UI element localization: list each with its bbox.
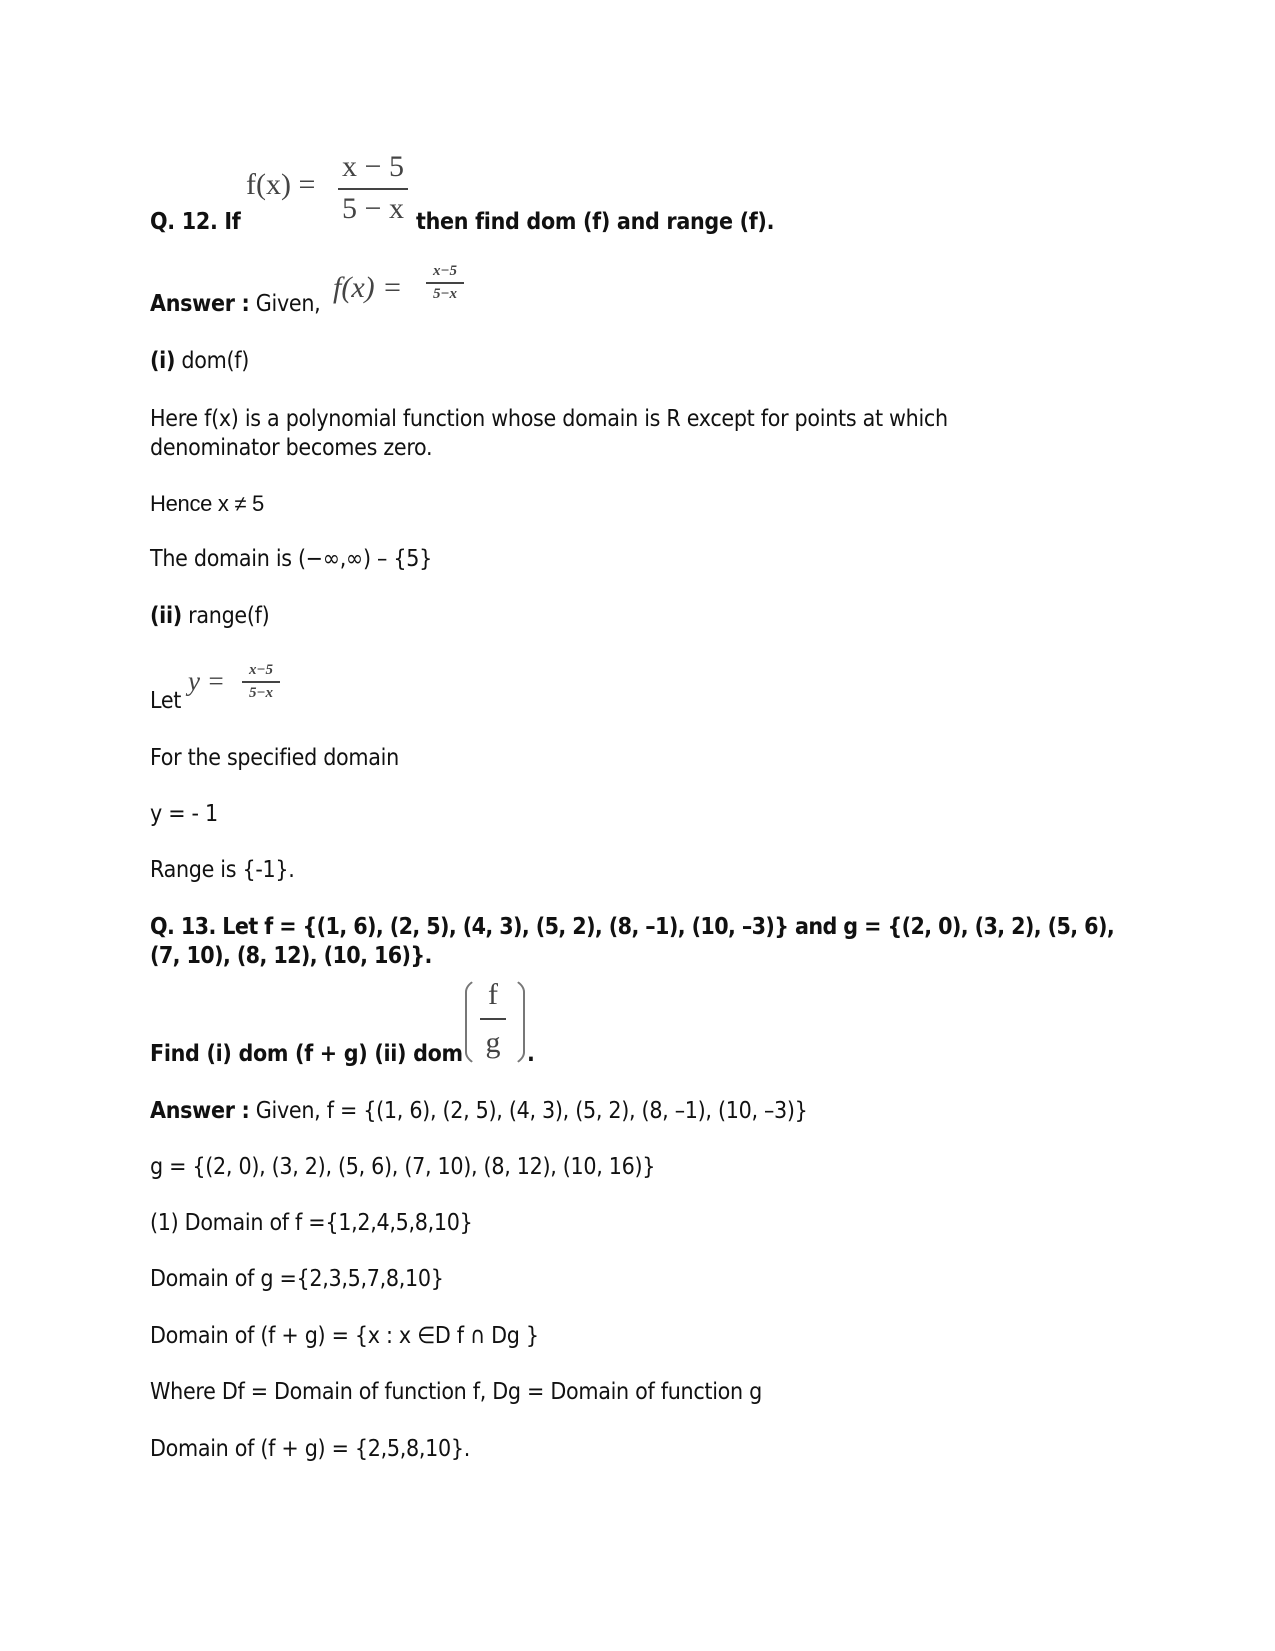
- q12-formula-denominator: 5 − x: [342, 192, 404, 225]
- g-definition: g = {(2, 0), (3, 2), (5, 6), (7, 10), (8, 12), (10, 16)}: [150, 1154, 656, 1180]
- answer-label: Answer :: [150, 1098, 250, 1124]
- let-lhs: y =: [188, 666, 225, 696]
- q12-formula-lhs: f(x) =: [246, 168, 316, 201]
- part-i-heading: [150, 347, 249, 376]
- domain-of-f-plus-g-definition: Domain of (f + g) = {x : x ∈D f ∩ Dg }: [150, 1323, 539, 1349]
- q12-formula-fraction: [338, 152, 408, 224]
- q13-find-numerator: f: [488, 978, 498, 1011]
- explanation-line-1: Here f(x) is a polynomial function whose domain is R except for points at which: [150, 406, 948, 432]
- q12-answer-lhs: f(x) =: [333, 271, 403, 304]
- domain-result: The domain is (−∞,∞) – {5}: [150, 546, 432, 572]
- domain-of-g: Domain of g ={2,3,5,7,8,10}: [150, 1266, 444, 1292]
- q12-question-tail: then find dom (f) and range (f).: [416, 209, 775, 235]
- q13-question-line-2: (7, 10), (8, 12), (10, 16)}.: [150, 943, 432, 969]
- q13-find-denominator: g: [485, 1026, 501, 1059]
- q13-answer-line: [150, 1097, 808, 1126]
- domain-of-f: (1) Domain of f ={1,2,4,5,8,10}: [150, 1210, 473, 1236]
- range-result: Range is {-1}.: [150, 857, 295, 883]
- q12-answer-line: [150, 290, 320, 319]
- fraction-bar: [426, 282, 464, 284]
- where-definition: Where Df = Domain of function f, Dg = Domain of function g: [150, 1379, 762, 1405]
- q12-label: Q. 12. If: [150, 209, 241, 235]
- answer-given-f: Given, f = {(1, 6), (2, 5), (4, 3), (5, 2), (8, –1), (10, –3)}: [255, 1098, 808, 1124]
- q12-formula-numerator: x − 5: [342, 150, 404, 183]
- part-i-label: (i): [150, 348, 176, 374]
- explanation-line-2: denominator becomes zero.: [150, 435, 433, 461]
- let-numerator: x−5: [248, 662, 274, 678]
- q13-question-line-1: Q. 13. Let f = {(1, 6), (2, 5), (4, 3), (5, 2), (8, –1), (10, –3)} and g = {(2, 0), (3, 2), (5, 6),: [150, 914, 1115, 940]
- fraction-bar: [242, 681, 280, 683]
- fraction-bar: [338, 188, 408, 190]
- part-ii-label: (ii): [150, 603, 182, 629]
- hence-statement: Hence x ≠ 5: [150, 491, 264, 516]
- domain-of-f-plus-g-result: Domain of (f + g) = {2,5,8,10}.: [150, 1436, 471, 1462]
- let-denominator: 5−x: [248, 684, 274, 701]
- let-fraction: [242, 663, 280, 701]
- q13-find-fraction: [480, 980, 506, 1058]
- fraction-bar: [480, 1018, 506, 1020]
- q12-answer-numerator: x−5: [432, 263, 458, 279]
- y-value: y = - 1: [150, 801, 218, 827]
- q12-answer-fraction: [426, 264, 464, 302]
- part-i-text: dom(f): [181, 348, 249, 374]
- part-ii-text: range(f): [188, 603, 270, 629]
- part-ii-heading: [150, 602, 269, 631]
- q12-answer-denominator: 5−x: [432, 285, 458, 302]
- q13-find-period: .: [527, 1041, 535, 1067]
- answer-given: Given,: [255, 291, 321, 317]
- let-label: Let: [150, 688, 182, 714]
- specified-domain-text: For the specified domain: [150, 745, 399, 771]
- answer-label: Answer :: [150, 291, 250, 317]
- q13-find-text: Find (i) dom (f + g) (ii) dom: [150, 1041, 463, 1067]
